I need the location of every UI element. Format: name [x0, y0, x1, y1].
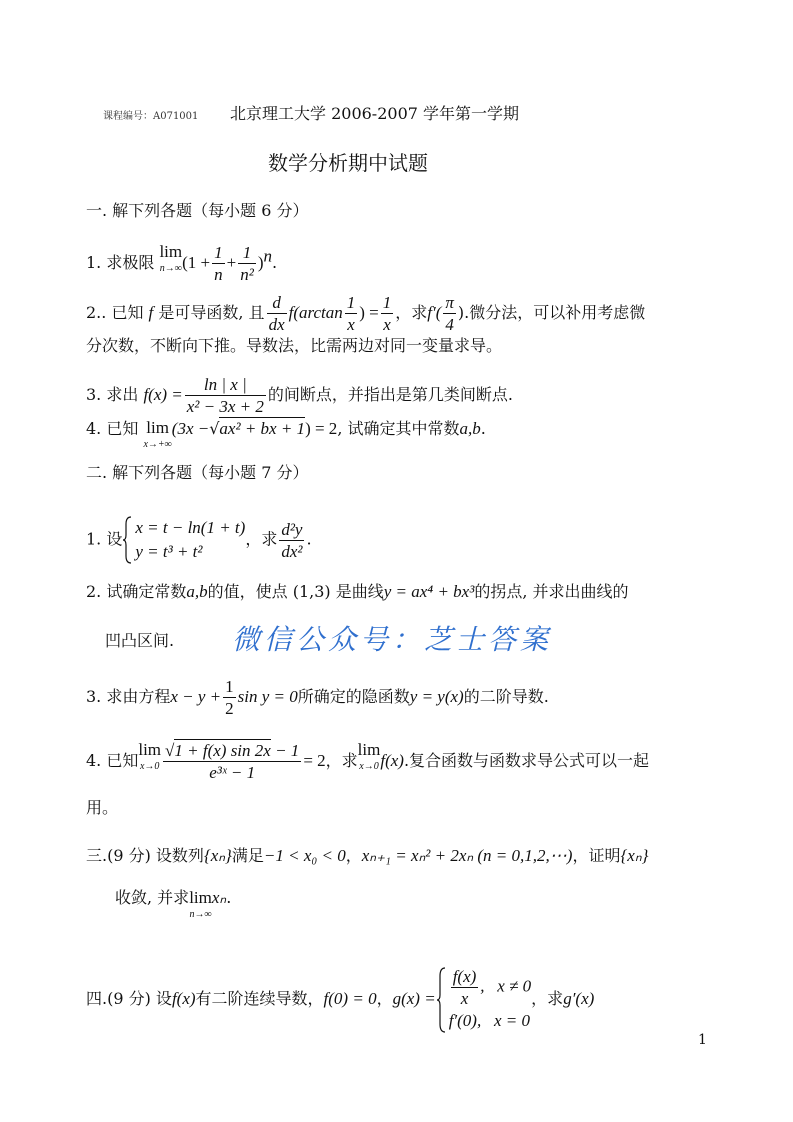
limit: lim n→∞ — [159, 242, 183, 274]
s1-q4: 4. 已知 lim x→+∞ (3x −√ax² + bx + 1) = 2, 试确定其中常数a,b. — [86, 418, 486, 450]
section1-heading: 一. 解下列各题（每小题 6 分） — [86, 201, 309, 220]
left-brace: $\frac{f(x)}{x}$ , x ≠ 0 f′(0), x = 0 — [436, 966, 531, 1033]
s1-q2-cont: 分次数，不断向下推。导数法，比需两边对同一变量求导。 — [86, 336, 503, 355]
s1-q2: 2.. 已知 f 是可导函数, 且 $\frac{d}{dx}$ f(arctan $\frac{1}{x}$ ) = $\frac{1}{x}$ ，求f′( $\frac{\pi}{4}$ ).微分法，可以补用考虑微 — [86, 293, 646, 334]
s2-q3: 3. 求由方程x − y + $\frac{1}{2}$ sin y = 0所确定的隐函数y = y(x)的二阶导数. — [86, 677, 549, 718]
s2-q4-cont: 用。 — [86, 798, 119, 817]
s2-q1: 1. 设 x = t − ln(1 + t) y = t³ + t² ，求 $\frac{\text{d²y}}{\text{dx²}}$ . — [86, 516, 312, 564]
section3: 三.(9 分) 设数列{xₙ}满足−1 < x₀ < 0，xₙ₊₁ = xₙ² + 2xₙ (n = 0,1,2,⋯)，证明{xₙ} — [86, 846, 649, 865]
left-brace: x = t − ln(1 + t) y = t³ + t² — [122, 516, 245, 564]
page-title: 数学分析期中试题 — [268, 151, 428, 175]
brace-icon — [122, 516, 132, 564]
s1-q1: 1. 求极限 lim n→∞ (1 + $\frac{1}{n}$ + $\frac{1}{\text{n²}}$ )$^n$. — [86, 242, 278, 284]
s2-q2-cont: 凹凸区间. — [105, 631, 175, 650]
section2-heading: 二. 解下列各题（每小题 7 分） — [86, 463, 309, 482]
section3-cont: 收敛, 并求 lim n→∞ xₙ. — [115, 888, 232, 920]
course-code: 课程编号：A071001 — [103, 111, 199, 122]
page-number: 1 — [698, 1032, 707, 1048]
s2-q4: 4. 已知 lim x→0 $\frac{√1 + f(x) \sin 2x - 1}{\text{e³ˣ − 1}}$ = 2，求 lim x→0 f(x).复合函数与函数求导公式可以一起 — [86, 740, 650, 782]
q-text: 1. 求极限 — [86, 253, 155, 272]
s2-q2: 2. 试确定常数a,b的值，使点 (1,3) 是曲线y = ax⁴ + bx³的拐点, 并求出曲线的 — [86, 582, 629, 601]
watermark: 微信公众号：芝士答案 — [232, 623, 553, 656]
s1-q3: 3. 求出 f(x) = $\frac{\ln | x |}{\text{x² − 3x + 2}}$ 的间断点，并指出是第几类间断点. — [86, 375, 513, 416]
brace-icon — [436, 967, 446, 1033]
section4: 四.(9 分) 设f(x)有二阶连续导数，f(0) = 0，g(x) = $\frac{f(x)}{x}$ , x ≠ 0 f′(0), x = 0 ，求g′(x) — [86, 966, 594, 1033]
school-term: 北京理工大学 2006-2007 学年第一学期 — [230, 104, 520, 123]
